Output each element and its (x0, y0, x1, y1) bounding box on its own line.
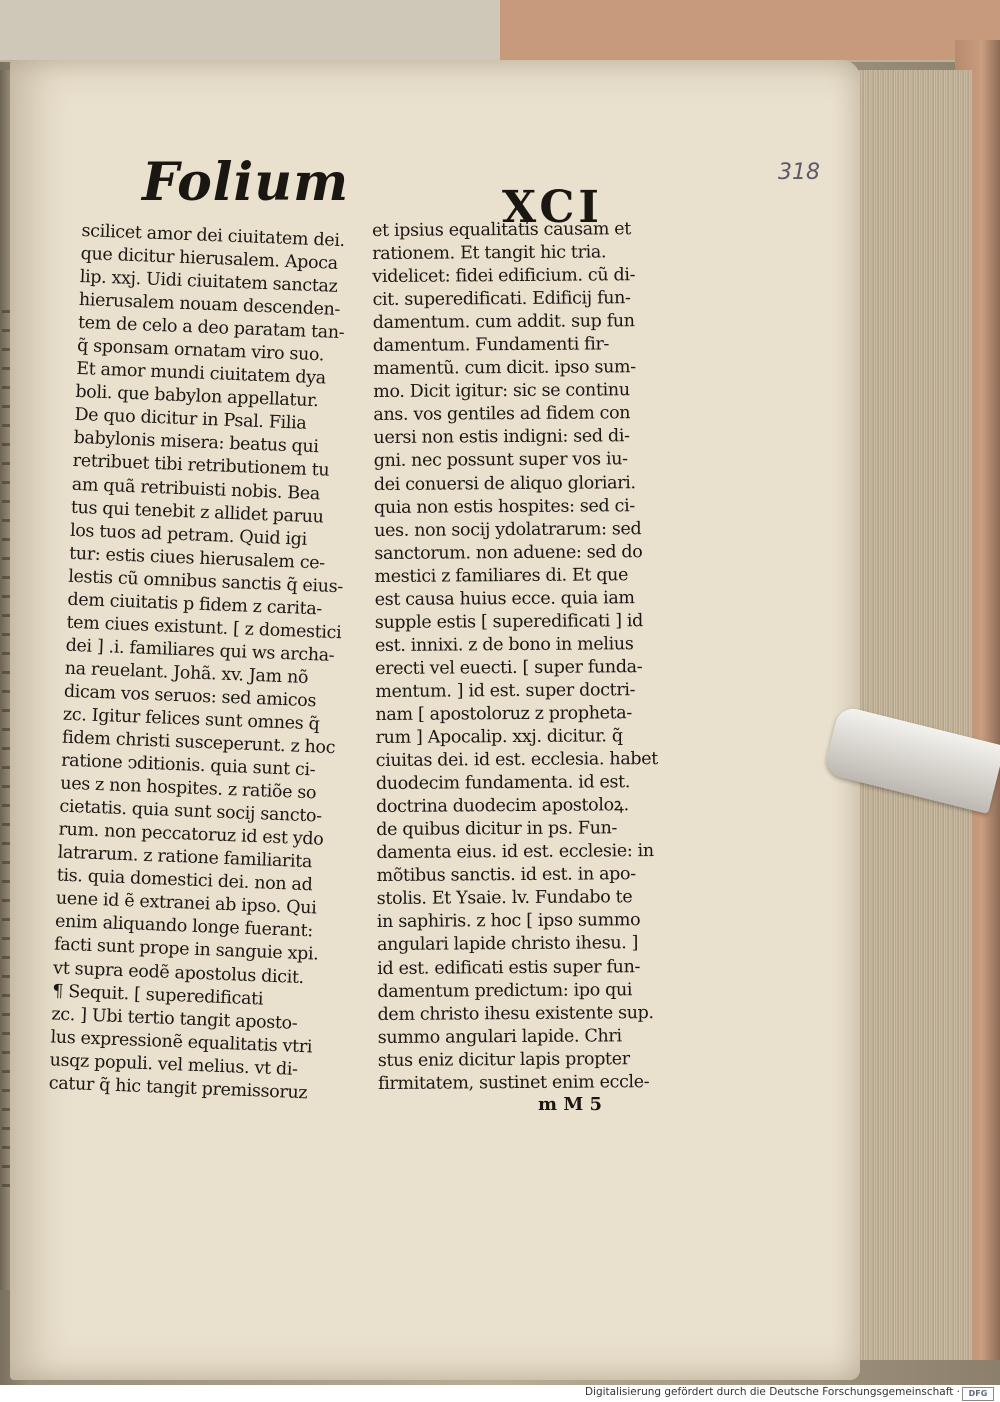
text-line: quia non estis hospites: sed ci- (373, 495, 635, 518)
text-line: lestis cũ omnibus sanctis q̃ eius- (67, 566, 344, 597)
text-line: zc. Igitur felices sunt omnes q̃ (62, 704, 320, 735)
text-line: in saphiris. z hoc [ ipso summo (376, 910, 641, 933)
text-line: na reuelant. Johã. xv. Jam nõ (64, 658, 309, 688)
text-line: est. innixi. z de bono in melius (374, 634, 634, 656)
text-line: firmitatem, sustinet enim eccle- (377, 1071, 650, 1094)
signature-mark: m M 5 (538, 1094, 603, 1115)
text-line: dem christo ihesu existente sup. (377, 1002, 654, 1025)
top-paper-edge (0, 0, 500, 60)
dfg-logo-icon: DFG (962, 1387, 994, 1401)
text-line: rationem. Et tangit hic tria. (372, 242, 607, 265)
text-line: stolis. Et Ysaie. lv. Fundabo te (376, 887, 633, 910)
text-line: que dicitur hierusalem. Apoca (80, 244, 339, 274)
text-line: vt supra eodẽ apostolus dicit. (52, 957, 305, 988)
text-line: cit. superedificati. Edificij fun- (372, 288, 631, 311)
top-strip (0, 0, 1000, 62)
text-line: ratione ↄditionis. quia sunt ci- (60, 750, 316, 781)
text-line: rum ] Apocalip. xxj. dicitur. q̃ (375, 726, 623, 749)
text-line: dei conuersi de aliquo gloriari. (373, 472, 636, 495)
text-line: babylonis misera: beatus qui (73, 428, 319, 458)
text-line: tis. quia domestici dei. non ad (56, 865, 313, 896)
text-line: summo angulari lapide. Chri (377, 1025, 622, 1048)
text-line: tem ciues existunt. [ z domestici (66, 612, 342, 644)
text-line: retribuet tibi retributionem tu (72, 451, 330, 482)
text-line: tus qui tenebit z allidet paruu (70, 497, 324, 528)
text-line: fidem christi susceperunt. z hoc (61, 727, 336, 759)
text-line: hierusalem nouam descenden- (78, 290, 341, 321)
text-line: et ipsius equalitatis causam et (372, 219, 631, 241)
text-line: De quo dicitur in Psal. Filia (74, 405, 307, 435)
text-line: mõtibus sanctis. id est. in apo- (376, 864, 636, 887)
text-line: usqz populi. vel melius. vt di- (49, 1050, 298, 1080)
text-line: sanctorum. non aduene: sed do (374, 541, 643, 564)
running-head-left: Folium (142, 152, 350, 213)
text-line: damentum. Fundamenti fir- (372, 334, 610, 357)
text-line: ans. vos gentiles ad fidem con (373, 403, 631, 426)
text-line: supple estis [ superedificati ] id (374, 610, 644, 633)
text-line: facti sunt prope in sanguie xpi. (53, 934, 319, 966)
text-line: gni. nec possunt super vos iu- (373, 449, 628, 472)
text-line: damenta eius. id est. ecclesie: in (376, 841, 654, 864)
text-line: doctrina duodecim apostoloꝝ. (376, 795, 629, 818)
text-line: damentum. cum addit. sup fun (372, 311, 635, 334)
text-line: zc. ] Ubi tertio tangit aposto- (51, 1004, 298, 1034)
text-line: id est. edificati estis super fun- (377, 956, 641, 979)
text-line: uene id ẽ extranei ab ipso. Qui (55, 888, 317, 919)
text-line: latrarum. z ratione familiarita (57, 842, 313, 873)
text-line: mo. Dicit igitur: sic se continu (373, 380, 630, 403)
text-line: uersi non estis indigni: sed di- (373, 426, 630, 449)
text-line: mestici z familiares di. Et que (374, 564, 629, 587)
text-line: dem ciuitatis p fidem z carita- (67, 589, 323, 620)
text-line: stus eniz dicitur lapis propter (377, 1048, 630, 1071)
text-line: am quã retribuisti nobis. Bea (71, 474, 321, 504)
text-line: nam [ apostoloruz z propheta- (375, 703, 633, 725)
text-line: los tuos ad petram. Quid igi (69, 520, 308, 550)
top-cloth-cover (500, 0, 1000, 60)
text-line: q̃ sponsam ornatam viro suo. (76, 336, 325, 366)
running-head-right: XCI (502, 182, 603, 233)
text-line: enim aliquando longe fuerant: (54, 911, 314, 942)
text-line: ciuitas dei. id est. ecclesia. habet (375, 749, 659, 772)
text-line: ¶ Sequit. [ superedificati (51, 980, 264, 1010)
text-line: erecti vel euecti. [ super funda- (375, 657, 643, 679)
text-line: cietatis. quia sunt socij sancto- (59, 796, 323, 827)
text-line: damentum predictum: ipo qui (377, 979, 633, 1002)
text-line: lus expressionẽ equalitatis vtri (50, 1027, 313, 1058)
text-line: duodecim fundamenta. id est. (375, 772, 631, 795)
text-line: boli. que babylon appellatur. (75, 382, 319, 412)
text-line: angulari lapide christo ihesu. ] (376, 933, 639, 956)
handwritten-folio-number: 318 (778, 160, 820, 185)
text-line: dicam vos seruos: sed amicos (63, 681, 317, 712)
text-column-right (372, 218, 663, 1096)
text-line: Et amor mundi ciuitatem dya (75, 359, 327, 389)
text-line: dei ] .i. familiares qui ws archa- (65, 635, 335, 666)
text-line: ues z non hospites. z ratiõe so (59, 773, 317, 804)
text-line: lip. xxj. Uidi ciuitatem sanctaz (79, 267, 338, 297)
footer-credit: Digitalisierung gefördert durch die Deutsche Forschungsgemeinschaft · (584, 1386, 960, 1398)
text-line: de quibus dicitur in ps. Fun- (376, 818, 618, 841)
text-line: mamentũ. cum dicit. ipso sum- (372, 357, 636, 380)
text-line: rum. non peccatoruz id est ydo (58, 819, 324, 850)
text-line: est causa huius ecce. quia iam (374, 587, 635, 610)
text-column-left (48, 220, 351, 1106)
text-line: scilicet amor dei ciuitatem dei. (81, 220, 346, 252)
text-line: videlicet: fidei edificium. cũ di- (372, 265, 636, 288)
text-line: mentum. ] id est. super doctri- (375, 680, 636, 702)
text-line: tem de celo a deo paratam tan- (77, 313, 345, 344)
text-line: ues. non socij ydolatrarum: sed (374, 518, 642, 541)
footer-bar (0, 1385, 1000, 1402)
text-line: catur q̃ hic tangit premissoruz (48, 1073, 308, 1104)
text-line: tur: estis ciues hierusalem ce- (68, 543, 326, 574)
